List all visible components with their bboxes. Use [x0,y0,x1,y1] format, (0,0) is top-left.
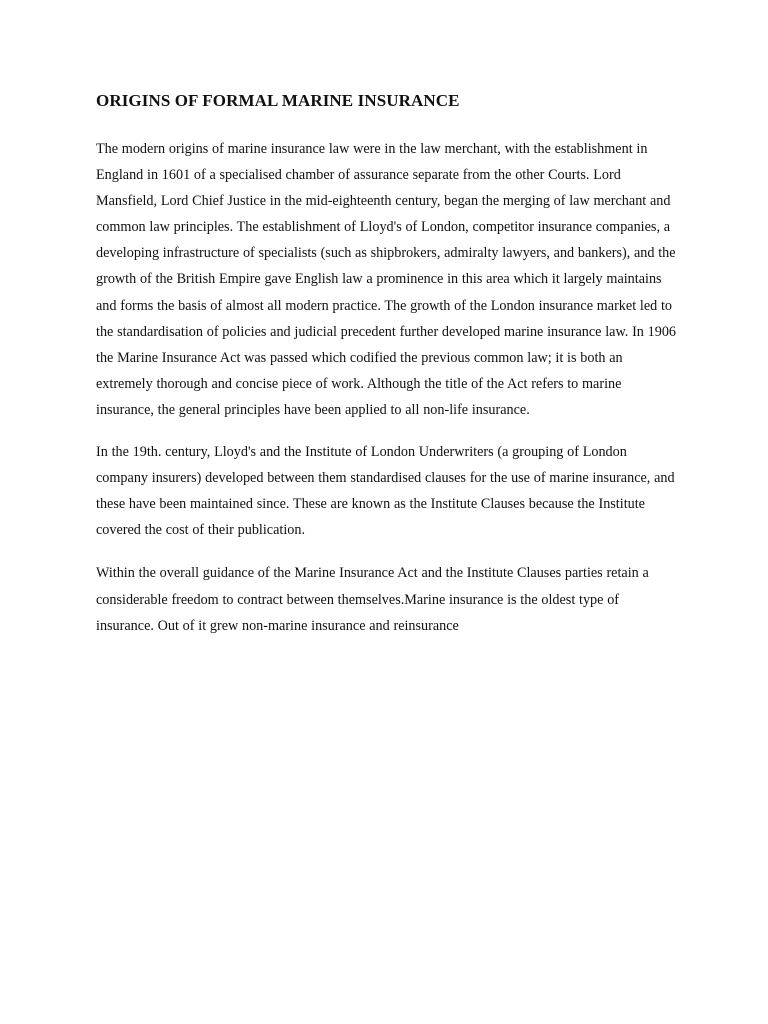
paragraph-freedom-to-contract: Within the overall guidance of the Marine Insurance Act and the Institute Clauses parties retain a considerable freedom to contract between themselves.Marine insurance is the oldest type of insurance. Out of it grew non-marine insurance and reinsurance [96,565,649,634]
document-body [96,90,676,639]
document-title: ORIGINS OF FORMAL MARINE INSURANCE [96,91,460,110]
paragraph-institute-clauses: In the 19th. century, Lloyd's and the Institute of London Underwriters (a grouping of London company insurers) developed between them standardised clauses for the use of marine insurance, and these have been maintained since. These are known as the Institute Clauses because the Institute covered the cost of their publication. [96,444,675,539]
paragraph-origins: The modern origins of marine insurance law were in the law merchant, with the establishment in England in 1601 of a specialised chamber of assurance separate from the other Courts. Lord Mansfield, Lord Chief Justice in the mid-eighteenth century, began the merging of law merchant and common law principles. The establishment of Lloyd's of London, competitor insurance companies, a developing infrastructure of specialists (such as shipbrokers, admiralty lawyers, and bankers), and the growth of the British Empire gave English law a prominence in this area which it largely maintains and forms the basis of almost all modern practice. The growth of the London insurance market led to the standardisation of policies and judicial precedent further developed marine insurance law. In 1906 the Marine Insurance Act was passed which codified the previous common law; it is both an extremely thorough and concise piece of work. Although the title of the Act refers to marine insurance, the general principles have been applied to all non-life insurance. [96,141,677,418]
